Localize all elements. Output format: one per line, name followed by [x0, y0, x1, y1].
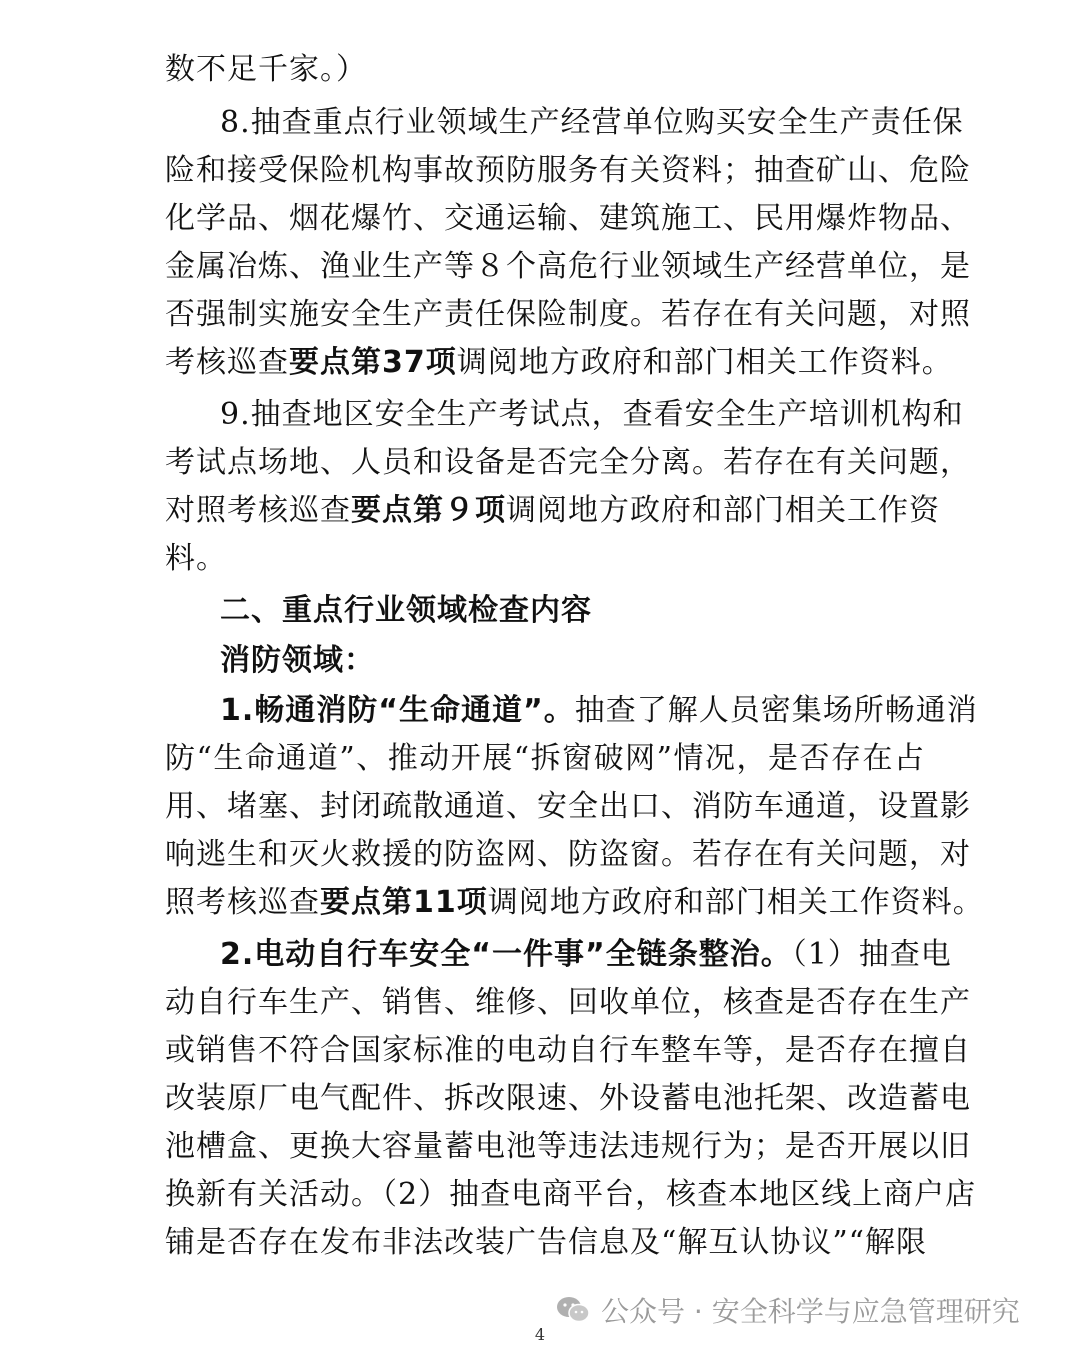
text-line: 动自行车生产、销售、维修、回收单位，核查是否存在生产	[165, 985, 971, 1020]
text-line: 否强制实施安全生产责任保险制度。若存在有关问题，对照	[165, 297, 971, 332]
text-line: 铺是否存在发布非法改装广告信息及“解互认协议”“解限	[165, 1225, 928, 1260]
text-line: 换新有关活动。（2）抽查电商平台，核查本地区线上商户店	[165, 1177, 977, 1212]
bold-reference: 要点第11项	[320, 885, 488, 920]
item-1-line: 1.畅通消防“生命通道”。抽查了解人员密集场所畅通消	[220, 693, 978, 728]
text-line: 改装原厂电气配件、拆改限速、外设蓄电池托架、改造蓄电	[165, 1081, 971, 1116]
section-heading: 二、重点行业领域检查内容	[220, 593, 592, 628]
item-title: 1.畅通消防“生命通道”。	[220, 693, 575, 728]
bold-reference: 要点第９项	[351, 493, 506, 528]
text-line: 数不足千家。）	[165, 52, 367, 87]
text-line: 防“生命通道”、推动开展“拆窗破网”情况，是否存在占	[165, 741, 925, 776]
bold-reference: 要点第37项	[289, 345, 457, 380]
text-line: 照考核巡查要点第11项调阅地方政府和部门相关工作资料。	[165, 885, 984, 920]
watermark	[555, 1290, 1020, 1330]
wechat-icon	[555, 1295, 591, 1325]
text-line: 对照考核巡查要点第９项调阅地方政府和部门相关工作资	[165, 493, 940, 528]
paragraph-9-line: 9.抽查地区安全生产考试点，查看安全生产培训机构和	[220, 397, 964, 432]
text-line: 用、堵塞、封闭疏散通道、安全出口、消防车通道，设置影	[165, 789, 971, 824]
text-line: 险和接受保险机构事故预防服务有关资料；抽查矿山、危险	[165, 153, 971, 188]
text-line: 考核巡查要点第37项调阅地方政府和部门相关工作资料。	[165, 345, 953, 380]
paragraph-8-line: 8.抽查重点行业领域生产经营单位购买安全生产责任保	[220, 105, 964, 140]
item-title: 2.电动自行车安全“一件事”全链条整治。	[220, 937, 792, 972]
text-line: 化学品、烟花爆竹、交通运输、建筑施工、民用爆炸物品、	[165, 201, 971, 236]
text-line: 响逃生和灭火救援的防盗网、防盗窗。若存在有关问题，对	[165, 837, 971, 872]
item-2-line: 2.电动自行车安全“一件事”全链条整治。（1）抽查电	[220, 937, 952, 972]
text-line: 考试点场地、人员和设备是否完全分离。若存在有关问题，	[165, 445, 971, 480]
text-line: 池槽盒、更换大容量蓄电池等违法违规行为；是否开展以旧	[165, 1129, 971, 1164]
watermark-text: 公众号 · 安全科学与应急管理研究	[601, 1295, 1020, 1328]
text-line: 或销售不符合国家标准的电动自行车整车等，是否存在擅自	[165, 1033, 971, 1068]
page-number: 4	[534, 1325, 546, 1344]
text-line: 料。	[165, 541, 227, 576]
subsection-heading: 消防领域：	[220, 643, 375, 678]
text-line: 金属冶炼、渔业生产等８个高危行业领域生产经营单位，是	[165, 249, 971, 284]
